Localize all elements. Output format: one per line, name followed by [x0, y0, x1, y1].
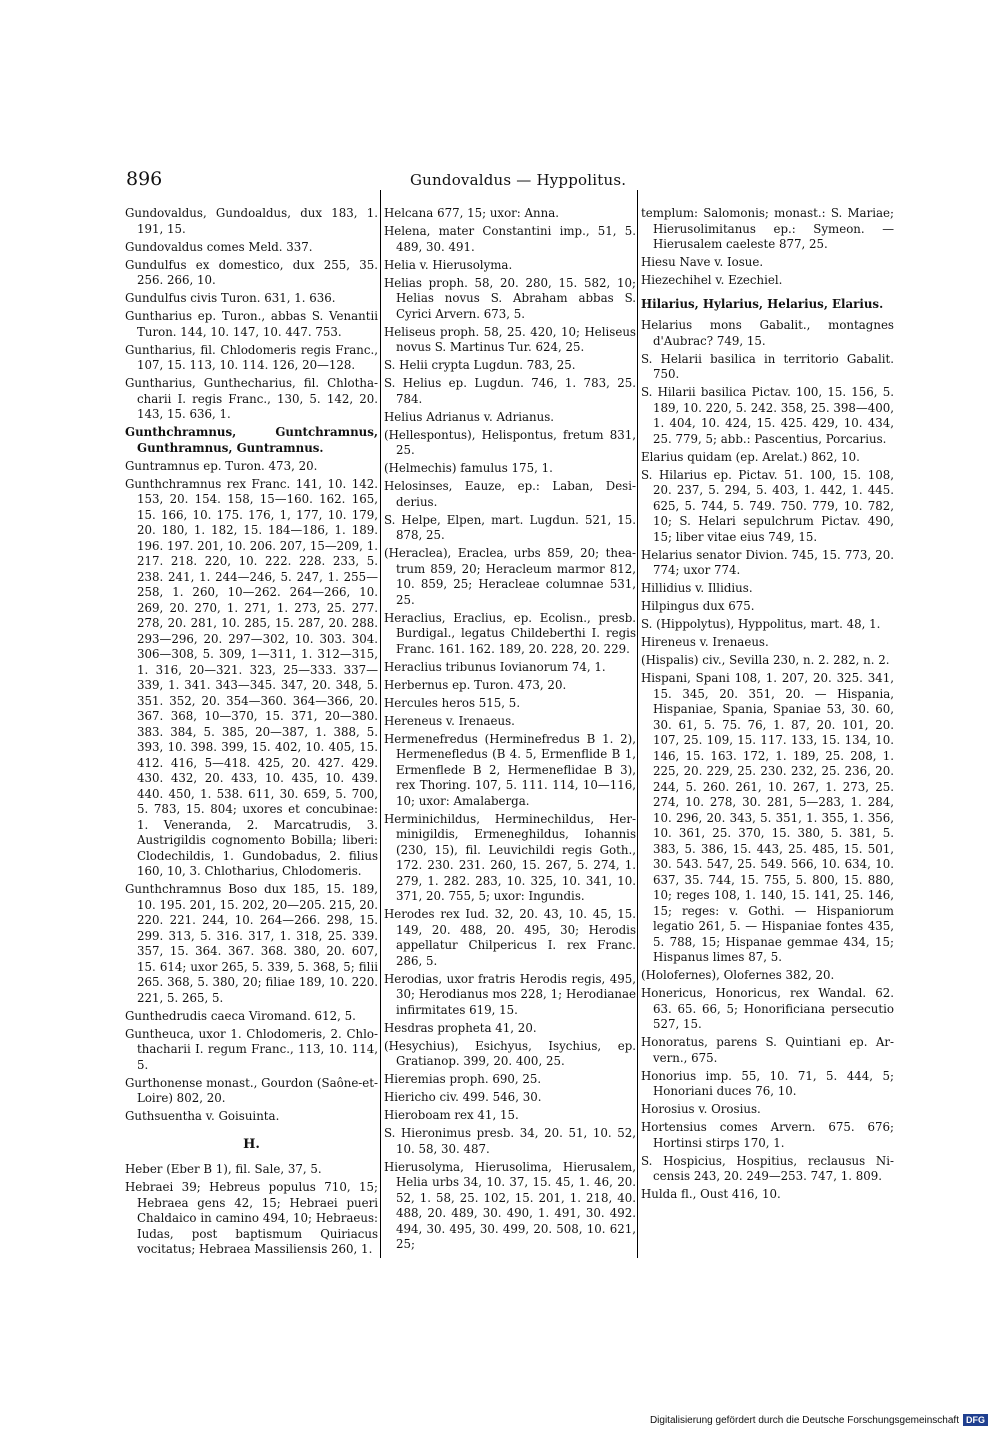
index-entry: Helarius mons Gabalit., montagnes d'Aubrac? 749, 15.	[641, 318, 894, 348]
index-entry: Honoratus, parens S. Quintiani ep. Arvern., 675.	[641, 1035, 894, 1065]
index-entry: Heraclius, Eraclius, ep. Ecolisn., presb. Burdigal., legatus Childeberthi I. regis Franc. 161. 162. 189, 20. 228, 20. 229.	[384, 610, 636, 656]
index-entry: Gundovaldus comes Meld. 337.	[125, 239, 313, 254]
index-entry: Helias proph. 58, 20. 280, 15. 582, 10; Helias novus S. Abraham abbas S. Cyrici Arvern. 673, 5.	[384, 275, 636, 321]
index-heading: Hilarius, Hylarius, Helarius, Elarius.	[641, 296, 884, 311]
index-entry: Heliseus proph. 58, 25. 420, 10; Heliseus novus S. Martinus Tur. 624, 25.	[384, 324, 636, 354]
index-entry: (Holofernes), Olofernes 382, 20.	[641, 968, 835, 982]
index-entry: Helius Adrianus v. Adrianus.	[384, 409, 555, 424]
index-entry: Honericus, Honoricus, rex Wandal. 62. 63. 65. 66, 5; Honorificiana persecutio 527, 15.	[641, 986, 894, 1031]
running-head: Gundovaldus — Hyppolitus.	[410, 171, 627, 189]
index-entry: Hilpingus dux 675.	[641, 599, 755, 613]
index-entry: Gundulfus ex domestico, dux 255, 35. 256. 266, 10.	[125, 257, 378, 287]
index-entry: Guntharius, fil. Chlodomeris regis Franc., 107, 15. 113, 10. 114. 126, 20—128.	[125, 342, 378, 372]
index-entry: S. Helarii basilica in territorio Gabalit. 750.	[641, 351, 894, 381]
index-entry: Hieroboam rex 41, 15.	[384, 1108, 519, 1122]
index-entry: Hierusolyma, Hierusolima, Hierusalem, Helia urbs 34, 10. 37, 15. 45, 1. 46, 20. 52, 1. 58, 25. 102, 15. 201, 1. 218, 40. 488, 20. 489, 30. 490, 1. 491, 30. 492. 494, 30. 495, 30. 499, 20. 508, 10. 621, 25;	[384, 1159, 636, 1251]
index-entry: S. Helpe, Elpen, mart. Lugdun. 521, 15. 878, 25.	[384, 512, 636, 542]
index-entry: Hireneus v. Irenaeus.	[641, 635, 769, 649]
index-entry: S. Helius ep. Lugdun. 746, 1. 783, 25. 784.	[384, 376, 636, 406]
index-entry: Helcana 677, 15; uxor: Anna.	[384, 206, 560, 220]
section-letter: H.	[243, 1136, 260, 1152]
index-entry: Guntheuca, uxor 1. Chlodomeris, 2. Chlothacharii I. regum Franc., 113, 10. 114, 5.	[125, 1026, 378, 1072]
index-entry: Hieremias proph. 690, 25.	[384, 1072, 542, 1086]
index-heading: Gunthchramnus, Guntchramnus, Gunthramnus, Guntramnus.	[125, 425, 378, 455]
index-entry: Hortensius comes Arvern. 675. 676; Hortinsi stirps 170, 1.	[641, 1120, 894, 1150]
index-column-3	[641, 206, 894, 1205]
index-entry: Helarius senator Divion. 745, 15. 773, 20. 774; uxor 774.	[641, 547, 894, 577]
index-entry: Helia v. Hierusolyma.	[384, 257, 513, 272]
dfg-logo: DFG	[963, 1414, 988, 1426]
index-entry: templum: Salomonis; monast.: S. Mariae; Hierusolimitanus ep.: Symeon. — Hierusalem caeleste 877, 25.	[641, 206, 894, 251]
index-entry: Gunthchramnus Boso dux 185, 15. 189, 10. 195. 201, 15. 202, 20—205. 215, 20. 220. 221. 244, 10. 264—266. 298, 15. 299. 313, 5. 316. 317, 1. 318, 25. 339. 357, 15. 364. 367. 368. 380, 20. 607, 15. 614; uxor 265, 5. 339, 5. 368, 5; filii 265. 368, 5. 380, 20; filiae 189, 10. 220. 221, 5. 265, 5.	[125, 882, 378, 1005]
index-entry: (Hesychius), Esichyus, Isychius, ep. Gratianop. 399, 20. 400, 25.	[384, 1038, 636, 1068]
index-entry: Guntharius, Gunthecharius, fil. Chlothacharii I. regis Franc., 130, 5. 142, 20. 143, 15. 636, 1.	[125, 376, 378, 421]
index-entry: Gundovaldus, Gundoaldus, dux 183, 1. 191, 15.	[125, 206, 378, 236]
index-entry: Hulda fl., Oust 416, 10.	[641, 1187, 781, 1201]
index-entry: Herodias, uxor fratris Herodis regis, 495, 30; Herodianus mos 228, 1; Herodianae infirmitates 619, 15.	[384, 971, 636, 1017]
index-entry: Hiesu Nave v. Iosue.	[641, 255, 764, 269]
index-entry: Hesdras propheta 41, 20.	[384, 1020, 537, 1035]
index-entry: Hiericho civ. 499. 546, 30.	[384, 1090, 542, 1104]
column-divider	[380, 190, 381, 1258]
index-entry: Gundulfus civis Turon. 631, 1. 636.	[125, 291, 336, 305]
digitization-credit-text: Digitalisierung gefördert durch die Deutsche Forschungsgemeinschaft	[649, 1414, 959, 1426]
index-entry: Guntramnus ep. Turon. 473, 20.	[125, 458, 318, 473]
index-entry: Herminichildus, Herminechildus, Herminigildis, Ermeneghildus, Iohannis (230, 15), fil. Leuvichildi regis Goth., 172. 230. 231. 260, 15. 267, 5. 274, 1. 279, 1. 282. 283, 10. 325, 10. 341, 10. 371, 20. 755, 5; uxor: Ingundis.	[384, 811, 636, 903]
index-entry: Helosinses, Eauze, ep.: Laban, Desiderius.	[384, 479, 636, 509]
index-entry: Gunthchramnus rex Franc. 141, 10. 142. 153, 20. 154. 158, 15—160. 162. 165, 15. 166, 10. 175. 176, 1, 177, 10. 179, 20. 180, 1. 182, 15. 184—186, 1. 189. 196. 197. 201, 10. 206. 207, 15—209, 1. 217. 218. 220, 10. 222. 228. 233, 5. 238. 241, 1. 244—246, 5. 247, 1. 255—258, 1. 260, 10—262. 264—266, 10. 269, 20. 270, 1. 271, 1. 273, 25. 277. 278, 20. 281, 10. 285, 15. 287, 20. 288. 293—296, 20. 297—302, 10. 303. 304. 306—308, 5. 309, 1—311, 1. 312—315, 1. 316, 20—321. 323, 25—333. 337—339, 1. 341. 343—345. 347, 20. 348, 5. 351. 352, 20. 354—360. 364—366, 20. 367. 368, 10—370, 15. 371, 20—380. 383. 384, 5. 385, 20—387, 1. 388, 5. 393, 10. 398. 399, 15. 402, 10. 405, 15. 412. 416, 5—418. 425, 20. 427. 429. 430. 432, 20. 433, 10. 435, 10. 439. 440. 450, 1. 538. 611, 30. 659, 5. 700, 5. 783, 15. 804; uxores et concubinae: 1. Veneranda, 2. Marcatrudis, 3. Austrigildis cognomento Bobilla; liberi: Clodechildis, 1. Gundobadus, 2. filius 160, 10, 3. Chlotharius, Chlodomeris.	[125, 476, 378, 878]
index-entry: (Hellespontus), Helispontus, fretum 831, 25.	[384, 427, 636, 457]
index-column-2	[384, 206, 636, 1255]
index-entry: Guntharius ep. Turon., abbas S. Venantii Turon. 144, 10. 147, 10. 447. 753.	[125, 309, 378, 339]
index-entry: Elarius quidam (ep. Arelat.) 862, 10.	[641, 449, 860, 464]
index-entry: Hiezechihel v. Ezechiel.	[641, 273, 783, 287]
index-entry: Gurthonense monast., Gourdon (Saône-et-Loire) 802, 20.	[125, 1075, 378, 1105]
index-entry: Hermenefredus (Herminefredus B 1. 2), Hermenefledus (B 4. 5, Ermenflide B 1, Ermenflede B 2, Hermeneflidae B 3), rex Thoring. 107, 5. 111. 114, 10—116, 10; uxor: Amalaberga.	[384, 731, 636, 808]
index-entry: (Helmechis) famulus 175, 1.	[384, 461, 553, 475]
index-entry: S. Hilarius ep. Pictav. 51. 100, 15. 108, 20. 237, 5. 294, 5. 403, 1. 442, 1. 445. 625, 5. 744, 5. 749. 750. 779, 10. 782, 10; S. Helari sepulchrum Pictav. 490, 15; liber vitae eius 749, 15.	[641, 467, 894, 544]
index-entry: S. Hilarii basilica Pictav. 100, 15. 156, 5. 189, 10. 220, 5. 242. 358, 25. 398—400, 1. 404, 10. 424, 15. 425. 429, 10. 434, 25. 779, 5; abb.: Pascentius, Porcarius.	[641, 385, 894, 446]
digitization-credit	[650, 1414, 988, 1426]
index-entry: Hispani, Spani 108, 1. 207, 20. 325. 341, 15. 345, 20. 351, 20. — Hispania, Hispaniae, Spania, Spaniae 53, 30. 60, 30. 61, 5. 75. 76, 1. 87, 20. 101, 20. 107, 25. 109, 15. 117. 133, 15. 134, 10. 146, 15. 163. 172, 1. 189, 25. 208, 1. 225, 20. 229, 25. 230. 232, 25. 236, 20. 244, 5. 260. 261, 10. 267, 1. 273, 25. 274, 10. 278, 30. 281, 5—283, 1. 284, 10. 296, 20. 343, 5. 351, 1. 355, 1. 356, 10. 361, 25. 370, 15. 380, 5. 381, 5. 383, 5. 386, 15. 443, 25. 485, 15. 501, 30. 543. 547, 25. 549. 566, 10. 634, 10. 637, 35. 744, 15. 755, 5. 800, 15. 880, 10; reges 108, 1. 140, 15. 141, 25. 146, 15; reges: v. Gothi. — Hispaniorum legatio 261, 5. — Hispaniae fontes 435, 5. 788, 15; Hispanae gemmae 434, 15; Hispanus limes 87, 5.	[641, 671, 894, 964]
index-column-1	[125, 206, 378, 1260]
column-divider	[637, 190, 638, 1258]
index-entry: Hereneus v. Irenaeus.	[384, 713, 515, 728]
index-entry: S. Hieronimus presb. 34, 20. 51, 10. 52, 10. 58, 30. 487.	[384, 1126, 636, 1156]
index-entry: S. Helii crypta Lugdun. 783, 25.	[384, 358, 576, 372]
index-entry: Gunthedrudis caeca Viromand. 612, 5.	[125, 1008, 356, 1023]
page-number: 896	[126, 168, 163, 190]
index-entry: Guthsuentha v. Goisuinta.	[125, 1109, 280, 1123]
index-entry: Honorius imp. 55, 10. 71, 5. 444, 5; Honoriani duces 76, 10.	[641, 1068, 894, 1098]
index-entry: Heraclius tribunus Iovianorum 74, 1.	[384, 659, 606, 674]
index-entry: S. Hospicius, Hospitius, reclausus Nicensis 243, 20. 249—253. 747, 1. 809.	[641, 1153, 894, 1183]
index-entry: Horosius v. Orosius.	[641, 1102, 761, 1116]
index-entry: (Heraclea), Eraclea, urbs 859, 20; theatrum 859, 20; Heracleum marmor 812, 10. 859, 25; Heracleae columnae 531, 25.	[384, 546, 636, 607]
index-entry: Helena, mater Constantini imp., 51, 5. 489, 30. 491.	[384, 224, 636, 254]
index-entry: Hercules heros 515, 5.	[384, 695, 521, 710]
index-entry: Heber (Eber B 1), fil. Sale, 37, 5.	[125, 1162, 322, 1176]
index-entry: Herodes rex Iud. 32, 20. 43, 10. 45, 15. 149, 20. 488, 20. 495, 30; Herodis appellatur Chilpericus I. rex Franc. 286, 5.	[384, 907, 636, 968]
index-entry: (Hispalis) civ., Sevilla 230, n. 2. 282, n. 2.	[641, 653, 890, 667]
index-entry: Herbernus ep. Turon. 473, 20.	[384, 677, 567, 692]
index-entry: S. (Hippolytus), Hyppolitus, mart. 48, 1.	[641, 617, 881, 631]
index-entry: Hebraei 39; Hebreus populus 710, 15; Hebraea gens 42, 15; Hebraei pueri Chaldaico in camino 494, 10; Hebraeus: Iudas, post baptismum Quiriacus vocitatus; Hebraea Massiliensis 260, 1.	[125, 1180, 378, 1256]
index-entry: Hillidius v. Illidius.	[641, 581, 753, 595]
